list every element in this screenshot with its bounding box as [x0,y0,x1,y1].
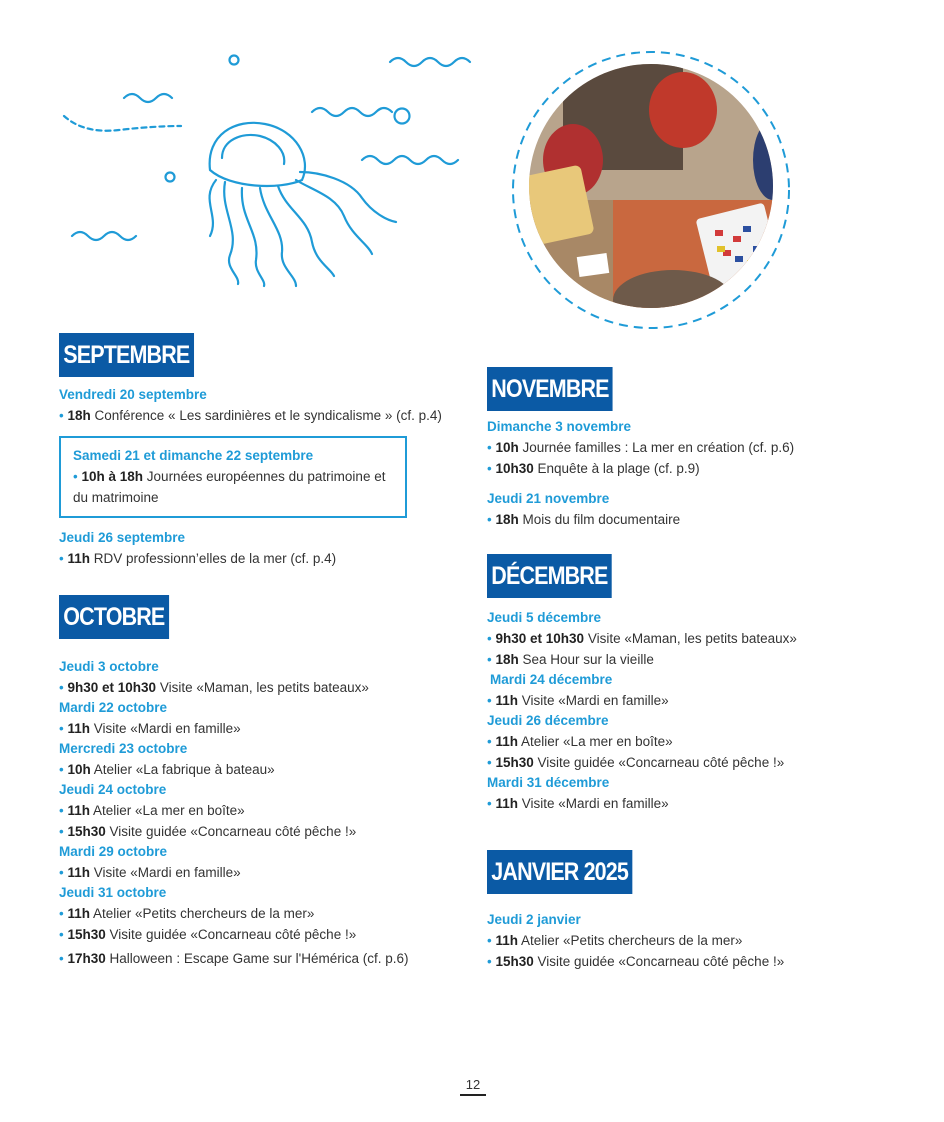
event-item: • 15h30 Visite guidée «Concarneau côté pêche !» [487,755,785,770]
event-item: • 11h Atelier «Petits chercheurs de la mer» [59,906,315,921]
event-item: • 10h à 18h Journées européennes du patrimoine et du matrimoine [73,469,386,505]
event-item: • 11h Visite «Mardi en famille» [487,693,669,708]
event-item: • 11h Atelier «La mer en boîte» [59,803,245,818]
day-label: Jeudi 21 novembre [487,491,610,506]
month-heading-janvier: JANVIER 2025 [487,850,632,894]
jellyfish-icon [50,40,480,300]
event-item: • 9h30 et 10h30 Visite «Maman, les petits bateaux» [487,631,797,646]
event-item: • 11h Atelier «La mer en boîte» [487,734,673,749]
day-label: Jeudi 24 octobre [59,782,167,797]
month-heading-novembre: NOVEMBRE [487,367,613,411]
event-item: • 11h Visite «Mardi en famille» [59,721,241,736]
day-label: Jeudi 26 décembre [487,713,609,728]
month-heading-decembre: DÉCEMBRE [487,554,612,598]
day-label: Jeudi 31 octobre [59,885,167,900]
left-column [59,333,459,969]
page-number: 12 [460,1077,486,1096]
day-label: Dimanche 3 novembre [487,419,632,434]
event-item: • 11h Visite «Mardi en famille» [487,796,669,811]
day-label: Mardi 24 décembre [490,672,613,687]
event-item: • 18h Mois du film documentaire [487,512,681,527]
day-label: Mardi 29 octobre [59,844,168,859]
day-label: Samedi 21 et dimanche 22 septembre [73,448,314,463]
event-item: • 15h30 Visite guidée «Concarneau côté pêche !» [487,954,785,969]
event-item: • 11h Visite «Mardi en famille» [59,865,241,880]
day-label: Jeudi 3 octobre [59,659,159,674]
day-label: Vendredi 20 septembre [59,387,207,402]
month-heading-octobre: OCTOBRE [59,595,169,639]
event-item: • 17h30 Halloween : Escape Game sur l'Hémérica (cf. p.6) [59,951,409,966]
day-label: Mardi 31 décembre [487,775,610,790]
day-label: Mardi 22 octobre [59,700,168,715]
event-item: • 18h Conférence « Les sardinières et le syndicalisme » (cf. p.4) [59,408,442,423]
day-label: Jeudi 26 septembre [59,530,186,545]
event-item: • 15h30 Visite guidée «Concarneau côté pêche !» [59,824,357,839]
day-label: Jeudi 5 décembre [487,610,602,625]
event-item: • 10h Journée familles : La mer en création (cf. p.6) [487,440,795,455]
right-column [487,367,907,972]
highlight-box [59,436,407,518]
event-item: • 10h30 Enquête à la plage (cf. p.9) [487,461,700,476]
event-item: • 11h RDV professionn’elles de la mer (cf. p.4) [59,551,337,566]
day-label: Jeudi 2 janvier [487,912,581,927]
month-heading-septembre: SEPTEMBRE [59,333,194,377]
children-workshop-photo [503,50,803,340]
event-item: • 9h30 et 10h30 Visite «Maman, les petits bateaux» [59,680,369,695]
event-item: • 18h Sea Hour sur la vieille [487,652,654,667]
event-item: • 10h Atelier «La fabrique à bateau» [59,762,275,777]
day-label: Mercredi 23 octobre [59,741,188,756]
event-item: • 15h30 Visite guidée «Concarneau côté pêche !» [59,927,357,942]
event-item: • 11h Atelier «Petits chercheurs de la mer» [487,933,743,948]
